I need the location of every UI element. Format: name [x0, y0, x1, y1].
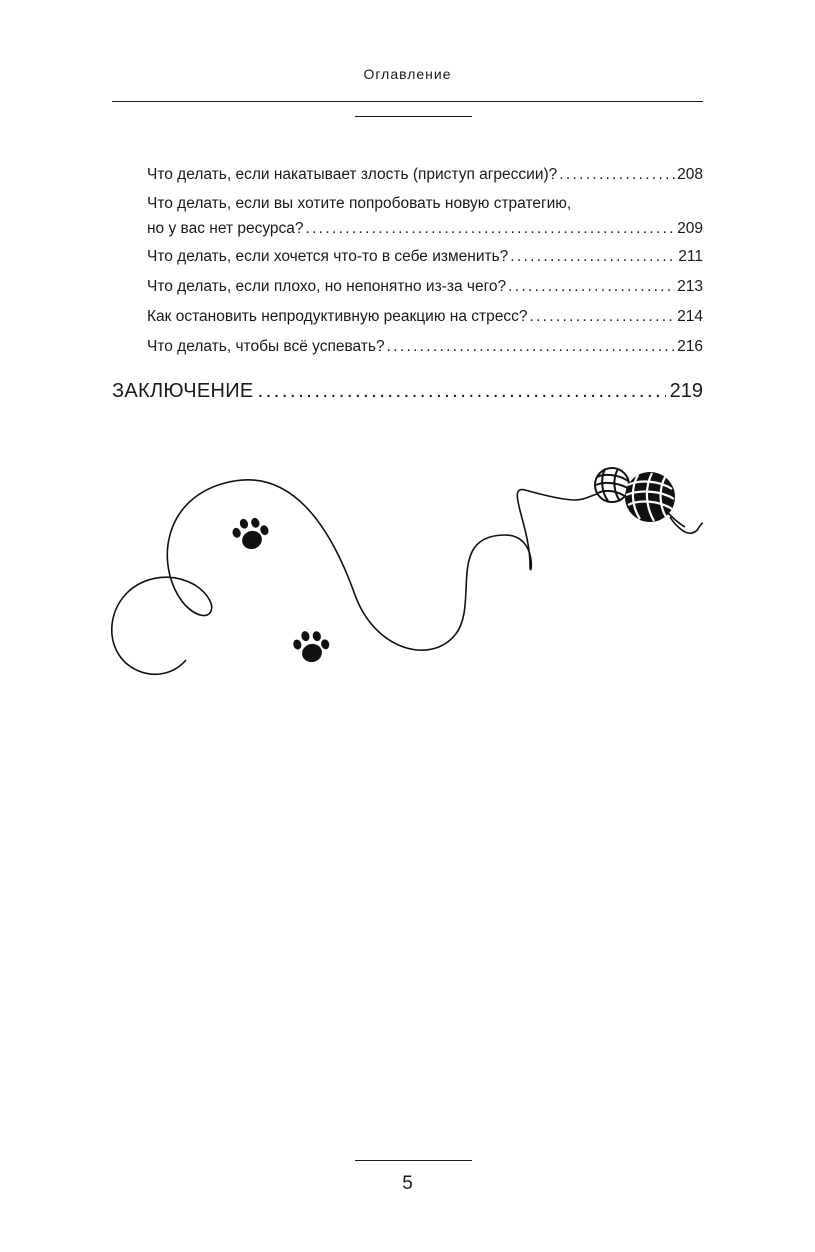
page-number: 5 — [402, 1173, 413, 1194]
toc-major-page: 219 — [669, 380, 703, 402]
paw-print-icon — [291, 626, 333, 666]
dot-leader — [510, 243, 676, 271]
toc-entry[interactable] — [147, 243, 703, 271]
paw-print-icon — [229, 512, 273, 554]
yarn-ball-icon — [595, 468, 629, 502]
toc-entry-title-line1: Что делать, если вы хотите попробовать новую стратегию, — [147, 195, 572, 212]
toc-entry-page: 209 — [677, 220, 703, 237]
toc-entry-page: 216 — [677, 338, 703, 355]
toc-entry[interactable] — [147, 191, 703, 241]
toc-entry-title: Что делать, если накатывает злость (приступ агрессии)? — [147, 166, 558, 183]
dot-leader — [306, 217, 676, 241]
toc-major-entry[interactable] — [112, 376, 703, 406]
dot-leader — [508, 273, 675, 301]
toc-entry-title: Как остановить непродуктивную реакцию на стресс? — [147, 308, 528, 325]
toc-entry-title-line2: но у вас нет ресурса? — [147, 220, 304, 237]
toc-entry[interactable] — [147, 303, 703, 331]
header-divider — [112, 101, 703, 102]
toc-major-title: ЗАКЛЮЧЕНИЕ — [112, 380, 254, 402]
toc-entry-page: 213 — [677, 278, 703, 295]
running-title: Оглавление — [363, 66, 452, 82]
toc-entry-page: 214 — [677, 308, 703, 325]
toc-entry[interactable] — [147, 161, 703, 189]
footer-divider — [355, 1160, 472, 1161]
yarn-string-icon — [112, 480, 600, 674]
dot-leader — [559, 161, 675, 189]
dot-leader — [258, 376, 666, 406]
toc-entry-page: 211 — [678, 248, 703, 265]
table-of-contents — [147, 161, 703, 363]
yarn-ball-icon — [625, 472, 675, 522]
toc-entry[interactable] — [147, 333, 703, 361]
toc-entry-title: Что делать, чтобы всё успевать? — [147, 338, 385, 355]
dot-leader — [529, 303, 675, 331]
cat-yarn-illustration — [100, 455, 710, 685]
header-divider-short — [355, 116, 472, 117]
dot-leader — [387, 333, 676, 361]
toc-entry-page: 208 — [677, 166, 703, 183]
toc-entry[interactable] — [147, 273, 703, 301]
toc-entry-title: Что делать, если хочется что-то в себе изменить? — [147, 248, 509, 265]
toc-entry-title: Что делать, если плохо, но непонятно из-за чего? — [147, 278, 507, 295]
